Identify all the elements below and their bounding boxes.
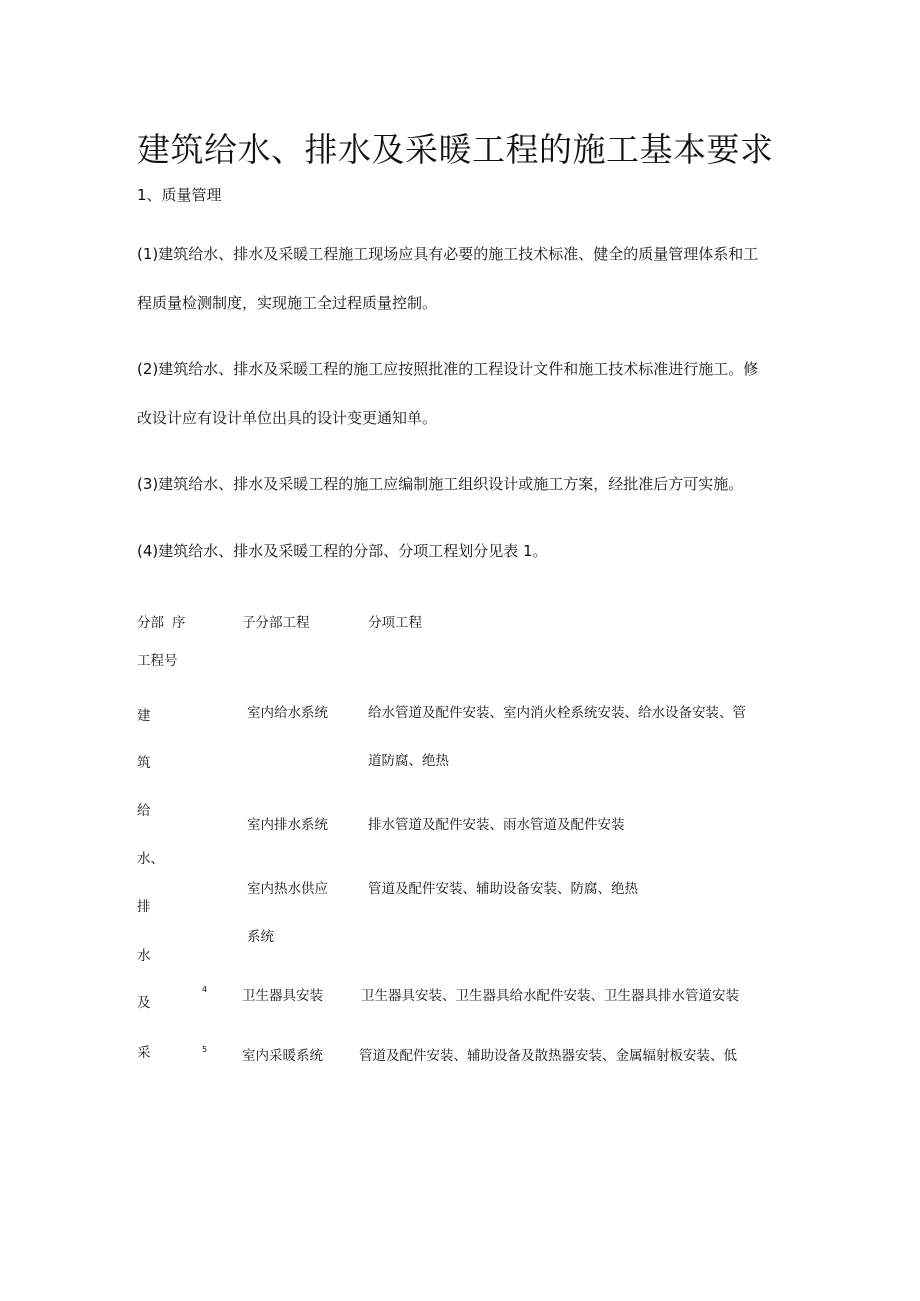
row-2-items: 排水管道及配件安装、雨水管道及配件安装 — [368, 817, 625, 833]
row-5-number: 5 — [202, 1045, 208, 1054]
division-char: 采 — [137, 1045, 151, 1061]
header-division-line-2: 工程 — [137, 653, 164, 669]
division-char: 给 — [137, 803, 151, 819]
division-char: 水 — [137, 948, 151, 964]
header-division-line-1: 分部 — [137, 615, 164, 631]
paragraph-1-line-2: 程质量检测制度，实现施工全过程质量控制。 — [137, 294, 438, 312]
division-char: 建 — [137, 708, 151, 724]
paragraph-2-line-1: (2)建筑给水、排水及采暖工程的施工应按照批准的工程设计文件和施工技术标准进行施工。修 — [137, 360, 759, 378]
paragraph-2-line-2: 改设计应有设计单位出具的设计变更通知单。 — [137, 409, 438, 427]
row-1-subdivision: 室内给水系统 — [247, 705, 328, 721]
row-4-items: 卫生器具安装、卫生器具给水配件安装、卫生器具排水管道安装 — [361, 988, 739, 1004]
paragraph-4: (4)建筑给水、排水及采暖工程的分部、分项工程划分见表 1。 — [137, 542, 548, 560]
document-title: 建筑给水、排水及采暖工程的施工基本要求 — [137, 130, 774, 169]
division-char: 排 — [137, 899, 151, 915]
header-seq-line-1: 序 — [172, 615, 186, 631]
division-char: 及 — [137, 995, 151, 1011]
row-5-items: 管道及配件安装、辅助设备及散热器安装、金属辐射板安装、低 — [359, 1048, 737, 1064]
row-2-subdivision: 室内排水系统 — [247, 817, 328, 833]
row-4-number: 4 — [202, 985, 208, 994]
paragraph-3: (3)建筑给水、排水及采暖工程的施工应编制施工组织设计或施工方案，经批准后方可实施。 — [137, 475, 744, 493]
header-items: 分项工程 — [368, 615, 422, 631]
row-5-subdivision: 室内采暖系统 — [242, 1048, 323, 1064]
row-1-items-line-2: 道防腐、绝热 — [368, 753, 449, 769]
section-heading: 1、质量管理 — [137, 186, 222, 204]
row-3-subdivision-line-2: 系统 — [247, 929, 274, 945]
paragraph-1-line-1: (1)建筑给水、排水及采暖工程施工现场应具有必要的施工技术标准、健全的质量管理体系和工 — [137, 245, 759, 263]
row-3-subdivision-line-1: 室内热水供应 — [247, 881, 328, 897]
header-subdivision: 子分部工程 — [242, 615, 310, 631]
division-char: 筑 — [137, 755, 151, 771]
row-4-subdivision: 卫生器具安装 — [242, 988, 323, 1004]
row-3-items: 管道及配件安装、辅助设备安装、防腐、绝热 — [368, 881, 638, 897]
header-seq-line-2: 号 — [164, 653, 178, 669]
division-char: 水、 — [137, 851, 164, 867]
row-1-items-line-1: 给水管道及配件安装、室内消火栓系统安装、给水设备安装、管 — [368, 705, 746, 721]
